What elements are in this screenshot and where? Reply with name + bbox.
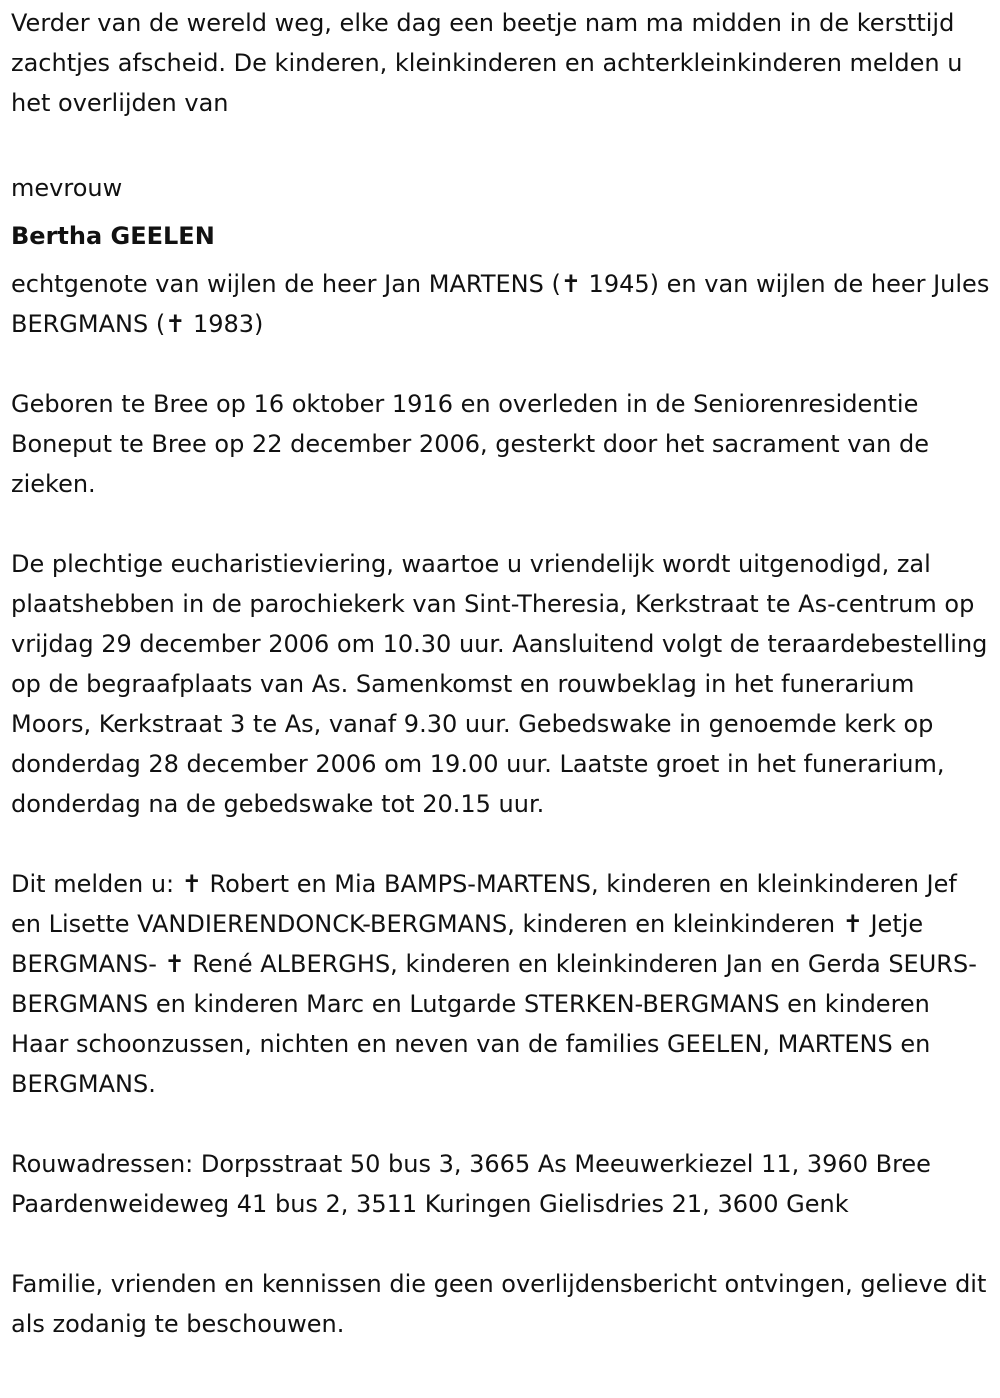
ceremony-paragraph: De plechtige eucharistieviering, waartoe u vriendelijk wordt uitgenodigd, zal plaatshebben in de parochiekerk van Sint-Theresia, Kerkstraat te As-centrum op vrijdag 29 december 2006 om 10.30 uur. Aansluitend volgt de teraardebestelling op de begraafplaats van As. Samenkomst en rouwbeklag in het funerarium Moors, Kerkstraat 3 te As, vanaf 9.30 uur. Gebedswake in genoemde kerk op donderdag 28 december 2006 om 19.00 uur. Laatste groet in het funerarium, donderdag na de gebedswake tot 20.15 uur. [11, 550, 988, 818]
spacer [11, 1104, 991, 1144]
family-paragraph: Dit melden u: ✝ Robert en Mia BAMPS-MARTENS, kinderen en kleinkinderen Jef en Lisette VANDIERENDONCK-BERGMANS, kinderen en kleinkinderen ✝ Jetje BERGMANS- ✝ René ALBERGHS, kinderen en kleinkinderen Jan en Gerda SEURS-BERGMANS en kinderen Marc en Lutgarde STERKEN-BERGMANS en kinderen Haar schoonzussen, nichten en neven van de families GEELEN, MARTENS en BERGMANS. [11, 870, 977, 1098]
spacer [11, 504, 991, 544]
closing-paragraph: Familie, vrienden en kennissen die geen overlijdensbericht ontvingen, gelieve dit als zodanig te beschouwen. [11, 1270, 987, 1338]
deceased-name: Bertha GEELEN [11, 222, 215, 250]
intro-paragraph: Verder van de wereld weg, elke dag een beetje nam ma midden in de kersttijd zachtjes afscheid. De kinderen, kleinkinderen en achterkleinkinderen melden u het overlijden van [11, 9, 963, 117]
salutation: mevrouw [11, 174, 123, 202]
spacer [11, 344, 991, 384]
addresses-paragraph: Rouwadressen: Dorpsstraat 50 bus 3, 3665 As Meeuwerkiezel 11, 3960 Bree Paardenweideweg 41 bus 2, 3511 Kuringen Gielisdries 21, 3600 Genk [11, 1150, 931, 1218]
birth-death-paragraph: Geboren te Bree op 16 oktober 1916 en overleden in de Seniorenresidentie Boneput te Bree op 22 december 2006, gesterkt door het sacrament van de zieken. [11, 390, 929, 498]
spacer [11, 1224, 991, 1264]
spouse-paragraph: echtgenote van wijlen de heer Jan MARTENS (✝ 1945) en van wijlen de heer Jules BERGMANS (✝ 1983) [11, 270, 990, 338]
spacer [11, 824, 991, 864]
